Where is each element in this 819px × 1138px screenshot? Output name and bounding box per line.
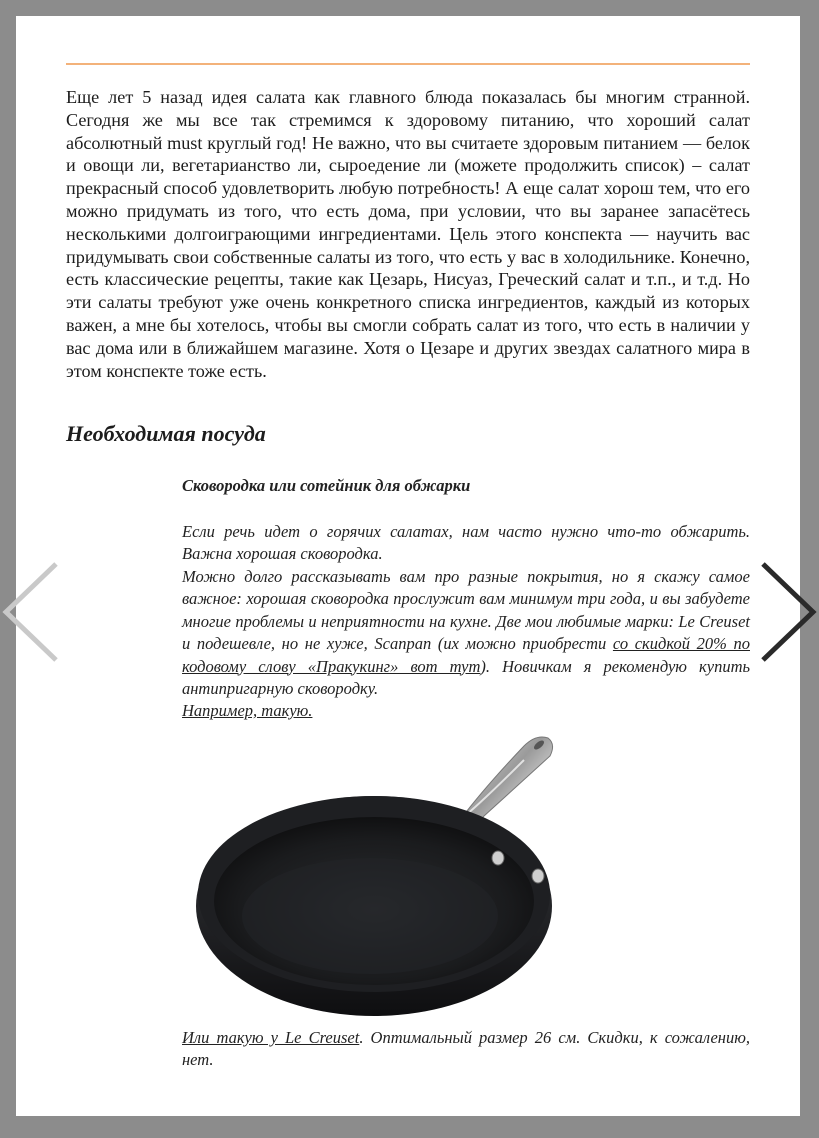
discount-link[interactable]: со скидкой 20% по кодовому слову «Пракукинг» вот тут (182, 634, 750, 676)
chevron-right-icon[interactable] (759, 560, 819, 664)
example-link[interactable]: Например, такую. (182, 701, 313, 720)
chevron-left-icon[interactable] (0, 560, 60, 664)
paragraph-pan-advice-start: Можно долго рассказывать вам про разные покрытия, но я скажу самое важное: хорошая сковородка прослужит вам минимум три года, и вы забудете многие проблемы и неприятности на кухне. Две мои любимые марки: Le Creuset и подешевле, но не хуже, Scanpan (их можно приобрести (182, 567, 750, 654)
intro-paragraph: Еще лет 5 назад идея салата как главного блюда показалась бы многим странной. Сегодня же мы все так стремимся к здоровому питанию, что хороший салат абсолютный must круглый год! Не важно, что вы считаете здоровым питанием — белок и овощи ли, вегетарианство ли, сыроедение ли (можете продолжить список) – салат прекрасный способ удовлетворить любую потребность! А еще салат хорош тем, что его можно придумать из того, что есть дома, при условии, что вы заранее запасётесь несколькими долгоиграющими ингредиентами. Цель этого конспекта — научить вас придумывать свои собственные салаты из того, что есть у вас в холодильнике. Конечно, есть классические рецепты, такие как Цезарь, Нисуаз, Греческий салат и т.п., и т.д. Но эти салаты требуют уже очень конкретного списка ингредиентов, каждый из которых важен, а мне бы хотелось, чтобы вы смогли собрать салат из того, что есть в наличии у вас дома или в ближайшем магазине. Хотя о Цезаре и других звездах салатного мира в этом конспекте тоже есть. (66, 87, 750, 381)
paragraph-pan-advice (182, 566, 750, 700)
frying-pan-image (184, 716, 584, 1016)
paragraph-pan-advice-end: ). Новичкам я рекомендую купить антипригарную сковородку. (182, 656, 751, 699)
caption-text: . Оптимальный размер 26 см. Скидки, к сожалению, нет. (182, 1028, 750, 1070)
top-divider (66, 63, 750, 65)
paragraph-hot-salads: Если речь идет о горячих салатах, нам часто нужно что-то обжарить. Важна хорошая сковородка. (182, 522, 750, 564)
le-creuset-link[interactable]: Или такую у Le Creuset (182, 1028, 360, 1047)
image-caption (182, 1027, 750, 1072)
subsection-title: Сковородка или сотейник для обжарки (182, 476, 471, 495)
document-page (16, 16, 800, 1116)
section-title: Необходимая посуда (66, 421, 266, 446)
